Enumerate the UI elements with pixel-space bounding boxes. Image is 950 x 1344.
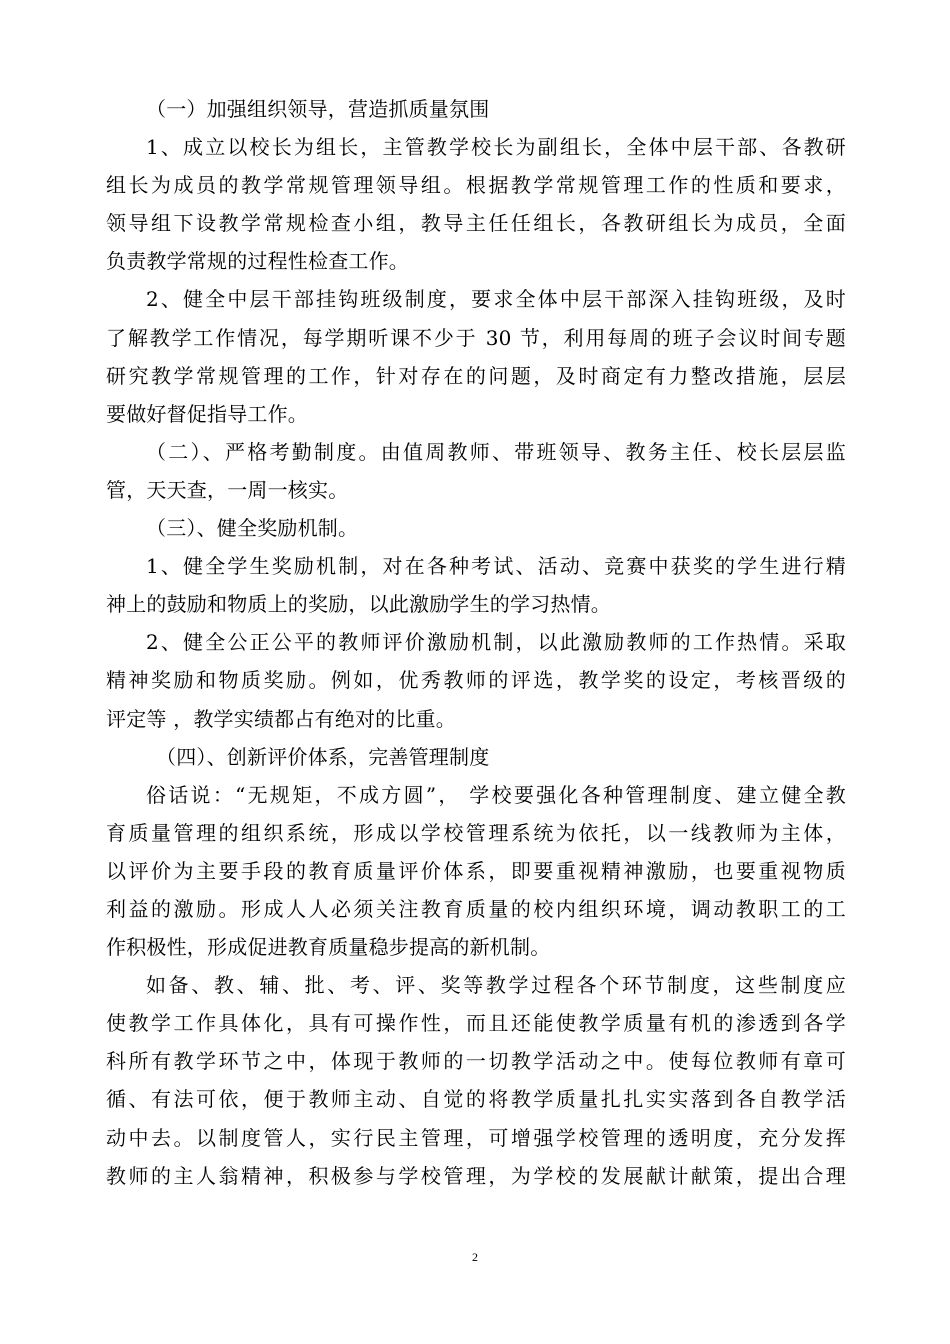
text-line: 作积极性，形成促进教育质量稳步提高的新机制。 — [106, 935, 551, 960]
text-line: 循、有法可依，便于教师主动、自觉的将教学质量扎扎实实落到各自教学活 — [106, 1087, 846, 1112]
text-line: 使教学工作具体化，具有可操作性，而且还能使教学质量有机的渗透到各学 — [106, 1011, 846, 1036]
text-line: 育质量管理的组织系统，形成以学校管理系统为依托，以一线教师为主体， — [106, 820, 846, 845]
text-line: 利益的激励。形成人人必须关注教育质量的校内组织环境，调动教职工的工 — [106, 896, 846, 921]
text-line: 俗话说：“无规矩，不成方圆”， 学校要强化各种管理制度、建立健全教 — [146, 782, 846, 807]
text-line: 科所有教学环节之中，体现于教师的一切教学活动之中。使每位教师有章可 — [106, 1049, 846, 1074]
text-line: 以评价为主要手段的教育质量评价体系，即要重视精神激励，也要重视物质 — [106, 858, 846, 883]
page-number: 2 — [472, 1250, 478, 1264]
text-line: （二）、严格考勤制度。由值周教师、带班领导、教务主任、校长层层监 — [146, 439, 846, 464]
text-line: （三）、健全奖励机制。 — [146, 516, 359, 541]
text-line: 领导组下设教学常规检查小组，教导主任任组长，各教研组长为成员，全面 — [106, 211, 846, 236]
text-line: 组长为成员的教学常规管理领导组。根据教学常规管理工作的性质和要求， — [106, 173, 846, 198]
text-line: 精神奖励和物质奖励。例如，优秀教师的评选，教学奖的设定，考核晋级的 — [106, 668, 846, 693]
text-line: 2、健全中层干部挂钩班级制度，要求全体中层干部深入挂钩班级，及时 — [146, 287, 846, 312]
text-line: （四）、创新评价体系，完善管理制度 — [156, 744, 490, 769]
text-line: 研究教学常规管理的工作，针对存在的问题，及时商定有力整改措施，层层 — [106, 363, 846, 388]
text-line: （一）加强组织领导，营造抓质量氛围 — [146, 97, 490, 121]
text-line: 1、健全学生奖励机制，对在各种考试、活动、竞赛中获奖的学生进行精 — [146, 554, 846, 579]
text-line: 神上的鼓励和物质上的奖励，以此激励学生的学习热情。 — [106, 592, 611, 617]
text-line: 动中去。以制度管人，实行民主管理，可增强学校管理的透明度，充分发挥 — [106, 1125, 846, 1150]
text-line: 教师的主人翁精神，积极参与学校管理，为学校的发展献计献策，提出合理 — [106, 1163, 846, 1188]
text-line: 如备、教、辅、批、考、评、奖等教学过程各个环节制度，这些制度应 — [146, 973, 846, 998]
text-line: 2、健全公正公平的教师评价激励机制，以此激励教师的工作热情。采取 — [146, 630, 846, 655]
document-body — [106, 90, 846, 1195]
text-line: 评定等 ，教学实绩都占有绝对的比重。 — [106, 706, 456, 731]
text-line: 了解教学工作情况，每学期听课不少于 30 节，利用每周的班子会议时间专题 — [106, 325, 846, 350]
text-line: 要做好督促指导工作。 — [106, 401, 308, 426]
text-line: 负责教学常规的过程性检查工作。 — [106, 249, 409, 274]
text-line: 1、成立以校长为组长，主管教学校长为副组长，全体中层干部、各教研 — [146, 135, 846, 160]
text-line: 管，天天查，一周一核实。 — [106, 477, 349, 502]
